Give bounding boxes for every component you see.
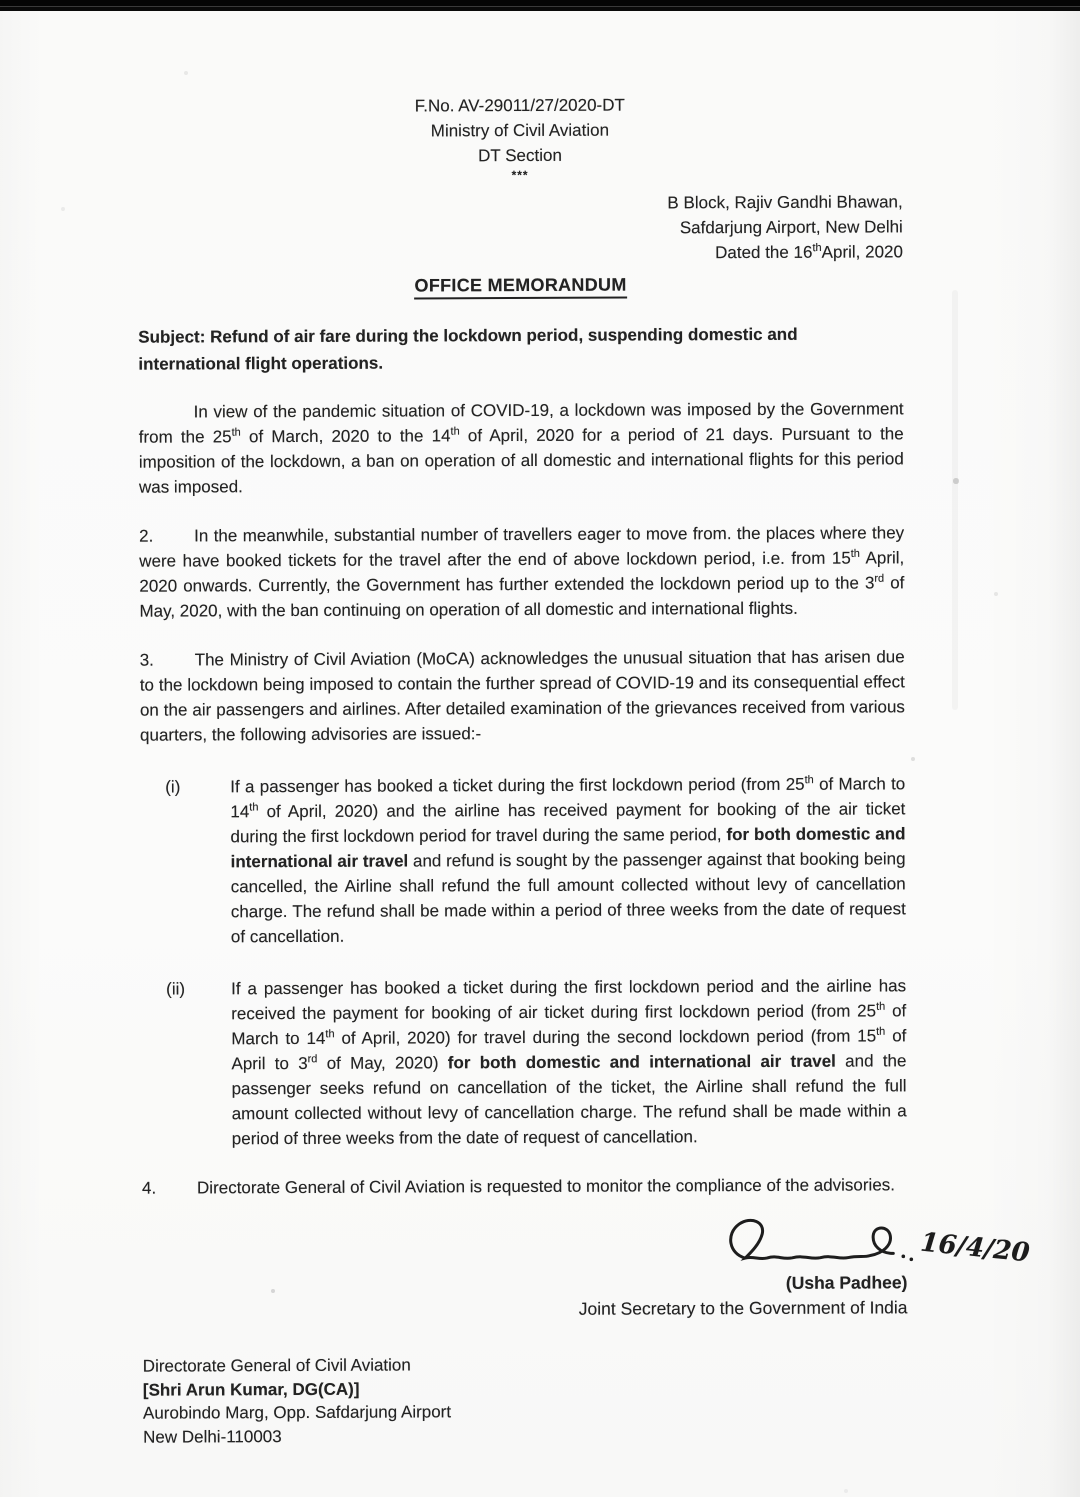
recipient-address-block <box>143 1351 908 1448</box>
letterhead <box>137 91 902 183</box>
list-item-label: (i) <box>165 777 181 797</box>
paragraph-number: 4. <box>141 1178 157 1198</box>
advisory-list-item: (ii) If a passenger has booked a ticket during the first lockdown period and the airline has received the payment for booking of air ticket during first lockdown period (from 25th of March to 14th of April, 2020) for travel during the second lockdown period (from 15th of April to 3rd of May, 2020) for both domestic and international air travel and the passenger seeks refund on cancellation of the ticket, the Airline shall refund the full amount collected without levy of cancellation charge. The refund shall be made within a period of three weeks from the date of request of cancellation. <box>166 976 907 1149</box>
signatory-name: (Usha Padhee) <box>785 1272 908 1293</box>
address-block <box>138 189 903 267</box>
footer-line: Directorate General of Civil Aviation <box>142 1355 411 1376</box>
body-paragraphs <box>139 396 907 1200</box>
footer-line: [Shri Arun Kumar, DG(CA)] <box>142 1379 360 1400</box>
paragraph: In view of the pandemic situation of COVID-19, a lockdown was imposed by the Government from the 25th of March, 2020 to the 14th of April, 2020 for a period of 21 days. Pursuant to the imposition of the lockdown, a ban on operation of all domestic and international flights for this period was imposed. <box>138 399 904 497</box>
paragraph: 2. In the meanwhile, substantial number of travellers eager to move from. the places where they were have booked tickets for the travel after the end of above lockdown period, i.e. from 15th April, 2020 onwards. Currently, the Government has further extended the lockdown period up to the 3rd of May, 2020, with the ban continuing on operation of all domestic and international flights. <box>139 523 905 621</box>
advisory-list-item: (i) If a passenger has booked a ticket during the first lockdown period (from 25th of March to 14th of April, 2020) and the airline has received payment for booking of the air ticket during the first lockdown period for travel during the same period, for both domestic and international air travel and refund is sought by the passenger against that booking being cancelled, the Airline shall refund the full amount collected without levy of cancellation charge. The refund shall be made within a period of three weeks from the date of request of cancellation. <box>165 774 906 947</box>
divider-stars: *** <box>511 167 529 183</box>
signature-art <box>142 1209 1031 1274</box>
file-number: F.No. AV-29011/27/2020-DT <box>414 95 625 116</box>
signature-scribble <box>719 1211 929 1272</box>
footer-line: Aurobindo Marg, Opp. Safdarjung Airport <box>142 1402 452 1423</box>
handwritten-date: 16/4/20 <box>918 1227 1031 1269</box>
paragraph: 3. The Ministry of Civil Aviation (MoCA) acknowledges the unusual situation that has arisen due to the lockdown being imposed to contain the further spread of COVID-19 and its consequential effect on the air passengers and airlines. After detailed examination of the grievances received from various quarters, the following advisories are issued:- <box>139 647 905 745</box>
scan-top-edge-artifact <box>0 0 1080 11</box>
subject-line: Subject: Refund of air fare during the lockdown period, suspending domestic and international flight operations. <box>138 324 798 374</box>
memo-content <box>137 9 1031 1448</box>
footer-line: New Delhi-110003 <box>143 1426 282 1447</box>
address-line: Safdarjung Airport, New Delhi <box>679 217 903 238</box>
section-name: DT Section <box>478 145 562 166</box>
paragraph: 4. Directorate General of Civil Aviation is requested to monitor the compliance of the advisories. <box>142 1172 907 1200</box>
address-line: B Block, Rajiv Gandhi Bhawan, <box>667 192 903 213</box>
signature-block <box>142 1209 1031 1322</box>
memo-title-row <box>138 273 903 300</box>
paragraph-number: 2. <box>139 526 154 546</box>
signatory-designation: Joint Secretary to the Government of India <box>578 1297 908 1319</box>
paragraph-number: 3. <box>139 650 154 670</box>
memo-title: OFFICE MEMORANDUM <box>414 275 626 300</box>
list-item-label: (ii) <box>166 979 186 999</box>
ministry-name: Ministry of Civil Aviation <box>430 120 610 141</box>
address-line: Dated the 16thApril, 2020 <box>715 242 903 263</box>
